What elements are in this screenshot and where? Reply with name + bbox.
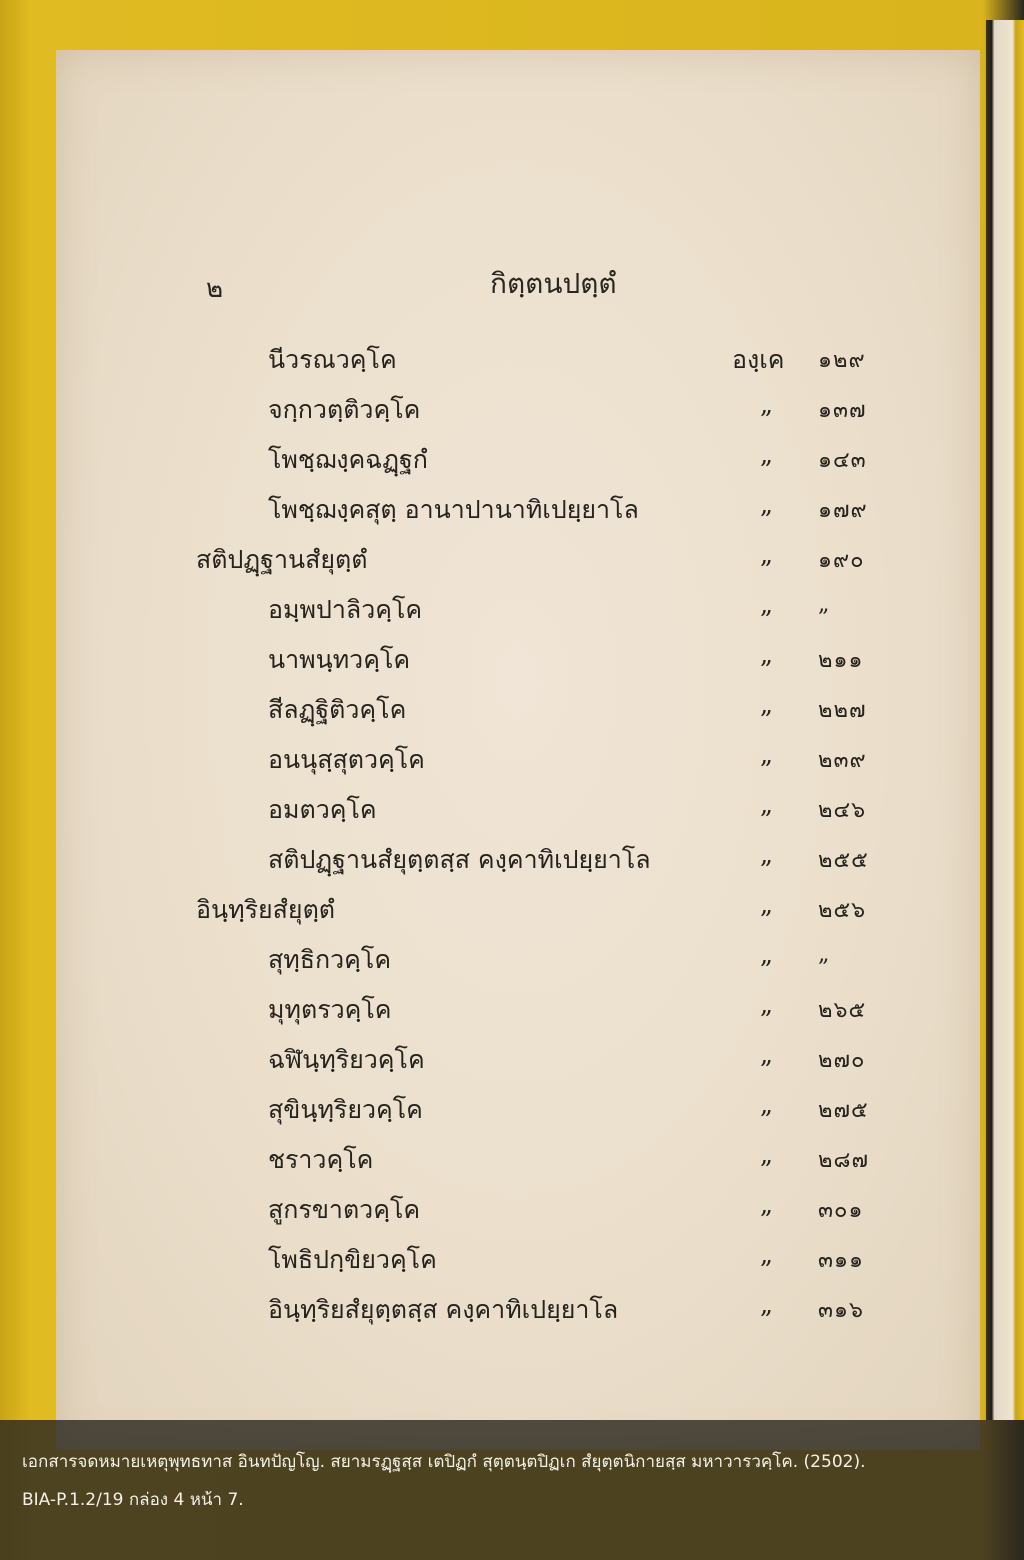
toc-ref: „ xyxy=(760,490,773,519)
toc-page: ๒๓๙ xyxy=(818,748,867,773)
toc-row xyxy=(0,890,1024,934)
toc-title: สุทฺธิกวคฺโค xyxy=(268,945,392,974)
toc-ref: „ xyxy=(760,1090,773,1119)
toc-ref: „ xyxy=(760,590,773,619)
toc-ref: „ xyxy=(760,790,773,819)
toc-row xyxy=(0,490,1024,534)
toc-title: อมตวคฺโค xyxy=(268,795,377,824)
toc-row xyxy=(0,590,1024,634)
toc-ref: „ xyxy=(760,740,773,769)
toc-ref: „ xyxy=(760,890,773,919)
toc-page: ๒๖๕ xyxy=(818,998,867,1023)
toc-row xyxy=(0,740,1024,784)
toc-ref: „ xyxy=(760,390,773,419)
toc-row xyxy=(0,440,1024,484)
toc-ref: „ xyxy=(760,940,773,969)
toc-title: สูกรขาตวคฺโค xyxy=(268,1195,421,1224)
toc-row xyxy=(0,1040,1024,1084)
toc-page: ๑๙๐ xyxy=(818,548,865,573)
toc-page: ๒๗๐ xyxy=(818,1048,866,1073)
toc-page: ๑๒๙ xyxy=(818,348,866,373)
toc-ref: „ xyxy=(760,1040,773,1069)
toc-ref: „ xyxy=(760,1290,773,1319)
toc-ref: „ xyxy=(760,1240,773,1269)
toc-page: ๒๗๕ xyxy=(818,1098,869,1123)
toc-title: โพธิปกฺขิยวคฺโค xyxy=(268,1245,437,1274)
toc-page: ๓๑๑ xyxy=(818,1248,864,1273)
toc-title: ฉฬินฺทฺริยวคฺโค xyxy=(268,1045,425,1074)
toc-page: ๒๔๖ xyxy=(818,798,867,823)
toc-row xyxy=(0,1090,1024,1134)
toc-title: สติปฏฺฐานสํยุตฺตสฺส คงฺคาทิเปยฺยาโล xyxy=(268,845,651,874)
toc-row xyxy=(0,1240,1024,1284)
toc-page: „ xyxy=(818,592,831,617)
page-number: ๒ xyxy=(206,274,224,304)
running-title: กิตฺตนปตฺตํ xyxy=(490,267,617,300)
toc-page: ๒๘๗ xyxy=(818,1148,870,1173)
toc-title: อมฺพปาลิวคฺโค xyxy=(268,595,423,624)
toc-row xyxy=(0,390,1024,434)
toc-row xyxy=(0,540,1024,584)
toc-page: ๒๕๖ xyxy=(818,898,867,923)
toc-page: ๑๓๗ xyxy=(818,398,867,423)
toc-page: ๑๗๙ xyxy=(818,498,868,523)
toc-row xyxy=(0,1140,1024,1184)
toc-ref: „ xyxy=(760,440,773,469)
toc-title: โพชฺฌงฺคฉฏฺฐกํ xyxy=(268,445,428,474)
toc-title: มุทุตรวคฺโค xyxy=(268,995,392,1024)
toc-page: „ xyxy=(818,942,831,967)
toc-row xyxy=(0,790,1024,834)
toc-title: สุขินฺทฺริยวคฺโค xyxy=(268,1095,423,1124)
toc-title: อินฺทฺริยสํยุตฺตํ xyxy=(196,895,336,924)
toc-row xyxy=(0,690,1024,734)
toc-ref: องฺเค xyxy=(732,345,785,374)
toc-row xyxy=(0,940,1024,984)
archive-caption xyxy=(0,1420,1024,1560)
toc-title: สีลฏฺฐิติวคฺโค xyxy=(268,695,407,724)
toc-row xyxy=(0,340,1024,384)
toc-page: ๓๑๖ xyxy=(818,1298,864,1323)
toc-title: โพชฺฌงฺคสุตฺ อานาปานาทิเปยฺยาโล xyxy=(268,495,639,524)
toc-title: จกฺกวตฺติวคฺโค xyxy=(268,395,421,424)
toc-ref: „ xyxy=(760,640,773,669)
toc-title: ชราวคฺโค xyxy=(268,1145,374,1174)
toc-ref: „ xyxy=(760,540,773,569)
toc-title: อินฺทฺริยสํยุตฺตสฺส คงฺคาทิเปยฺยาโล xyxy=(268,1295,619,1324)
toc-row xyxy=(0,640,1024,684)
toc-page: ๒๒๗ xyxy=(818,698,867,723)
toc-title: นีวรณวคฺโค xyxy=(268,345,397,374)
caption-reference: BIA-P.1.2/19 กล่อง 4 หน้า 7. xyxy=(22,1490,244,1510)
toc-row xyxy=(0,840,1024,884)
toc-title: อนนุสฺสุตวคฺโค xyxy=(268,745,425,774)
toc-title: สติปฏฺฐานสํยุตฺตํ xyxy=(196,545,368,574)
toc-page: ๒๕๕ xyxy=(818,848,869,873)
toc-row xyxy=(0,1290,1024,1334)
toc-page: ๒๑๑ xyxy=(818,648,864,673)
toc-ref: „ xyxy=(760,1190,773,1219)
toc-row xyxy=(0,990,1024,1034)
toc-row xyxy=(0,1190,1024,1234)
toc-page: ๓๐๑ xyxy=(818,1198,864,1223)
toc-ref: „ xyxy=(760,1140,773,1169)
toc-page: ๑๔๓ xyxy=(818,448,867,473)
toc-title: นาพนฺทวคฺโค xyxy=(268,645,411,674)
toc-ref: „ xyxy=(760,690,773,719)
toc-ref: „ xyxy=(760,990,773,1019)
toc-ref: „ xyxy=(760,840,773,869)
caption-citation: เอกสารจดหมายเหตุพุทธทาส อินทปัญโญ. สยามรฏฺฐสฺส เตปิฏกํ สุตฺตนฺตปิฏเก สํยุตฺตนิกายสฺส มหาวารวคฺโค. (2502). xyxy=(22,1452,866,1472)
